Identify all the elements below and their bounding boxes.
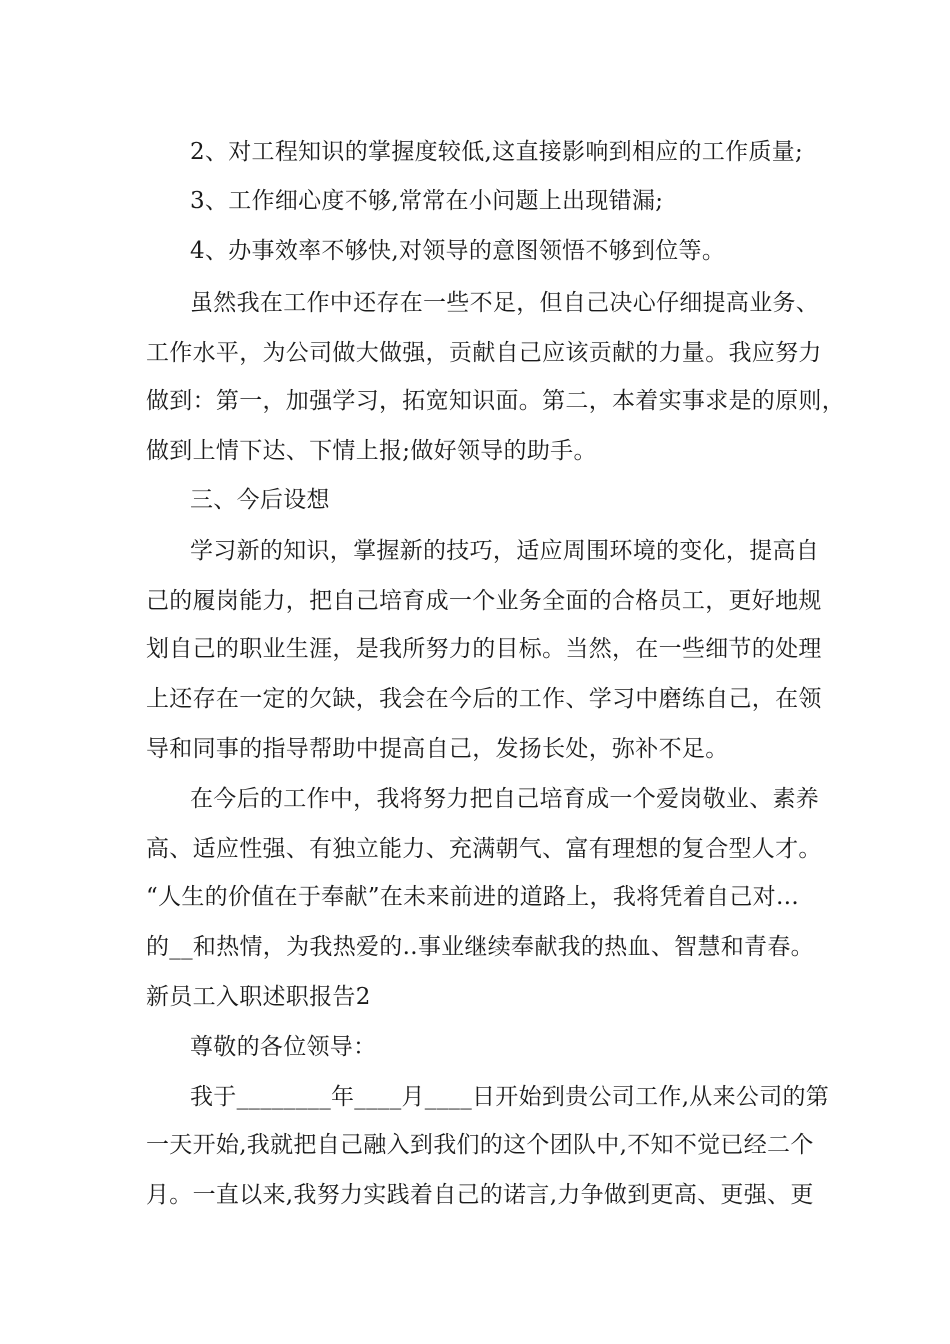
paragraph-line: 学习新的知识，掌握新的技巧，适应周围环境的变化，提高自 xyxy=(190,538,820,564)
paragraph-line: 做到上情下达、下情上报;做好领导的助手。 xyxy=(146,438,597,464)
salutation: 尊敬的各位领导： xyxy=(190,1034,377,1060)
paragraph-line: 虽然我在工作中还存在一些不足，但自己决心仔细提高业务、 xyxy=(190,290,820,316)
list-item-3: 3、工作细心度不够,常常在小问题上出现错漏; xyxy=(190,188,664,214)
section-heading: 三、今后设想 xyxy=(190,487,330,513)
paragraph-line: 导和同事的指导帮助中提高自己，发扬长处，弥补不足。 xyxy=(146,736,729,762)
paragraph-line: 划自己的职业生涯，是我所努力的目标。当然，在一些细节的处理 xyxy=(146,636,822,662)
paragraph-line: 月。一直以来,我努力实践着自己的诺言,力争做到更高、更强、更 xyxy=(146,1182,814,1208)
paragraph-line: 的__和热情，为我热爱的..事业继续奉献我的热血、智慧和青春。 xyxy=(146,934,814,960)
report-title: 新员工入职述职报告2 xyxy=(146,984,371,1010)
paragraph-line: 我于________年____月____日开始到贵公司工作,从来公司的第 xyxy=(190,1084,830,1110)
paragraph-line: 己的履岗能力，把自己培育成一个业务全面的合格员工，更好地规 xyxy=(146,588,822,614)
paragraph-line: 工作水平，为公司做大做强，贡献自己应该贡献的力量。我应努力 xyxy=(146,340,822,366)
paragraph-line: 做到：第一，加强学习，拓宽知识面。第二，本着实事求是的原则， xyxy=(146,388,845,414)
paragraph-line: 一天开始,我就把自己融入到我们的这个团队中,不知不觉已经二个 xyxy=(146,1132,814,1158)
list-item-4: 4、办事效率不够快,对领导的意图领悟不够到位等。 xyxy=(190,238,726,264)
list-item-2: 2、对工程知识的掌握度较低,这直接影响到相应的工作质量; xyxy=(190,139,804,165)
paragraph-line: 上还存在一定的欠缺，我会在今后的工作、学习中磨练自己，在领 xyxy=(146,686,822,712)
paragraph-line: 高、适应性强、有独立能力、充满朝气、富有理想的复合型人才。 xyxy=(146,836,822,862)
paragraph-line: 在今后的工作中，我将努力把自己培育成一个爱岗敬业、素养 xyxy=(190,786,820,812)
paragraph-line: “人生的价值在于奉献”在未来前进的道路上，我将凭着自己对… xyxy=(146,884,800,910)
